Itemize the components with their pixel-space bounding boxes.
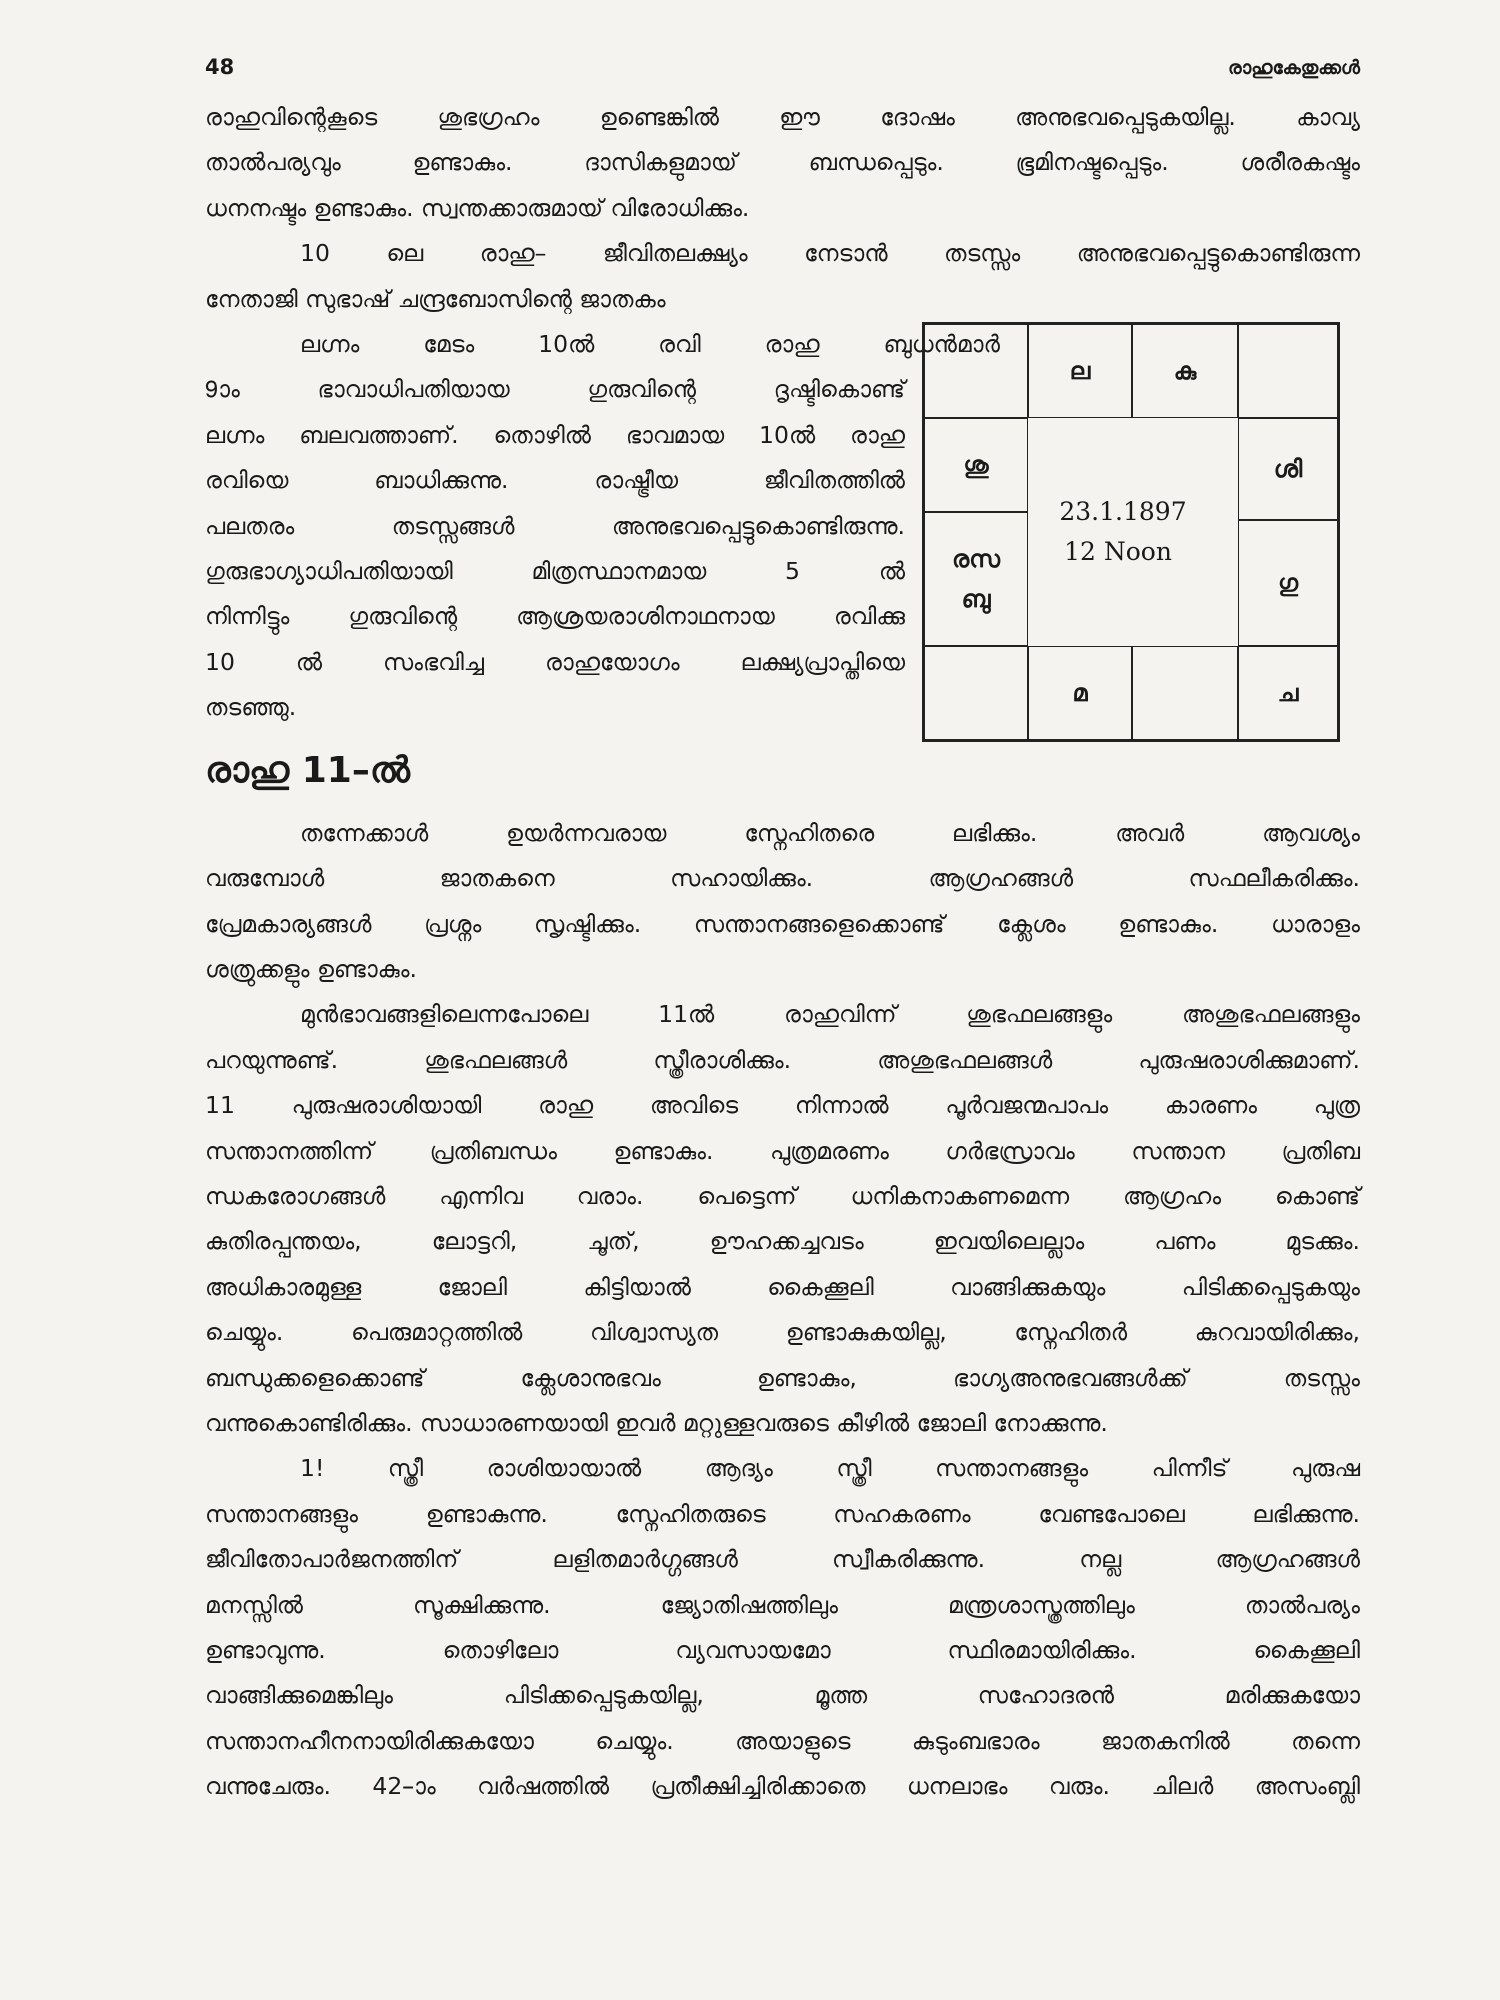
text-line: 10 ൽ സംഭവിച്ച രാഹുയോഗം ലക്ഷ്യപ്രാപ്തിയെ xyxy=(205,647,905,676)
book-page xyxy=(205,55,1360,1810)
birth-time: 12 Noon xyxy=(1064,537,1172,567)
text-line: താൽപര്യവും ഉണ്ടാകും. ദാസികളുമായ് ബന്ധപ്പെടും. ഭൂമിനഷ്ടപ്പെടും. ശരീരകഷ്ടം xyxy=(205,148,1360,177)
text-line: രാഹുവിന്റെകൂടെ ശുഭഗ്രഹം ഉണ്ടെങ്കിൽ ഈ ദോഷം അനുഭവപ്പെടുകയില്ല. കാവ്യ xyxy=(205,103,1360,131)
text-line: രവിയെ ബാധിക്കുന്നു. രാഷ്ട്രീയ ജീവിതത്തിൽ xyxy=(205,466,905,495)
house-cell xyxy=(924,324,1028,418)
planet-label: രസ xyxy=(952,545,1000,574)
text-line: മുൻഭാവങ്ങളിലെന്നപോലെ 11ൽ രാഹുവിന്ന് ശുഭഫലങ്ങളും അശുഭഫലങ്ങളും xyxy=(300,1000,1360,1029)
text-line: വരുമ്പോൾ ജാതകനെ സഹായിക്കും. ആഗ്രഹങ്ങൾ സഫലീകരിക്കും. xyxy=(205,864,1360,893)
text-line: ലഗ്നം മേടം 10ൽ രവി രാഹു ബുധൻമാർ xyxy=(300,330,1000,359)
house-cell: ഗു xyxy=(1238,520,1338,646)
house-cell xyxy=(1132,646,1238,740)
text-line: അധികാരമുള്ള ജോലി കിട്ടിയാൽ കൈക്കൂലി വാങ്ങിക്കുകയും പിടിക്കപ്പെടുകയും xyxy=(205,1272,1360,1301)
house-cell xyxy=(924,512,1028,646)
text-line: മനസ്സിൽ സൂക്ഷിക്കുന്നു. ജ്യോതിഷത്തിലും മന്ത്രശാസ്ത്രത്തിലും താൽപര്യം xyxy=(205,1590,1360,1619)
birth-date: 23.1.1897 xyxy=(1059,497,1187,527)
text-line: പ്രേമകാര്യങ്ങൾ പ്രശ്നം സൃഷ്ടിക്കും. സന്താനങ്ങളെക്കൊണ്ട് ക്ലേശം ഉണ്ടാകും. ധാരാളം xyxy=(205,909,1360,938)
text-line: 1! സ്ത്രീ രാശിയായാൽ ആദ്യം സ്ത്രീ സന്താനങ്ങളും പിന്നീട് പുരുഷ xyxy=(300,1454,1360,1483)
text-line: പറയുന്നുണ്ട്. ശുഭഫലങ്ങൾ സ്ത്രീരാശിക്കും. അശുഭഫലങ്ങൾ പുരുഷരാശിക്കുമാണ്. xyxy=(205,1045,1360,1074)
text-line: 11 പുരുഷരാശിയായി രാഹു അവിടെ നിന്നാൽ പൂർവജന്മപാപം കാരണം പുത്ര xyxy=(205,1091,1360,1120)
house-cell: മ xyxy=(1028,646,1132,740)
house-cell xyxy=(924,646,1028,740)
page-header xyxy=(205,55,1360,95)
house-cell: ശു xyxy=(924,418,1028,512)
section-heading: രാഹു 11–ൽ xyxy=(205,749,410,791)
text-line: ജീവിതോപാർജനത്തിന് ലളിതമാർഗ്ഗങ്ങൾ സ്വീകരിക്കുന്നു. നല്ല ആഗ്രഹങ്ങൾ xyxy=(205,1545,1360,1574)
text-line: വന്നുകൊണ്ടിരിക്കും. സാധാരണയായി ഇവർ മറ്റുള്ളവരുടെ കീഴിൽ ജോലി നോക്കുന്നു. xyxy=(205,1408,1108,1437)
text-line: ന്ധകരോഗങ്ങൾ എന്നിവ വരാം. പെട്ടെന്ന് ധനികനാകണമെന്ന ആഗ്രഹം കൊണ്ട് xyxy=(205,1181,1360,1210)
text-line: കുതിരപ്പന്തയം, ലോട്ടറി, ചൂത്, ഊഹക്കച്ചവടം ഇവയിലെല്ലാം പണം മുടക്കും. xyxy=(205,1227,1360,1256)
text-line: ഗുരുഭാഗ്യാധിപതിയായി മിത്രസ്ഥാനമായ 5 ൽ xyxy=(205,557,905,586)
text-line: വന്നുചേരും. 42–ാം വർഷത്തിൽ പ്രതീക്ഷിച്ചിരിക്കാതെ ധനലാഭം വരും. ചിലർ അസംബ്ലി xyxy=(205,1772,1360,1801)
planet-label: ബു xyxy=(961,585,991,614)
house-cell xyxy=(1238,324,1338,418)
text-line: വാങ്ങിക്കുമെങ്കിലും പിടിക്കപ്പെടുകയില്ല, മൂത്ത സഹോദരൻ മരിക്കുകയോ xyxy=(205,1681,1360,1710)
house-cell: ശി xyxy=(1238,418,1338,520)
text-line: ശത്രുക്കളും ഉണ്ടാകും. xyxy=(205,954,417,983)
text-line: 9ാം ഭാവാധിപതിയായ ഗുരുവിന്റെ ദൃഷ്ടികൊണ്ട് xyxy=(205,375,905,404)
text-line: ഉണ്ടാവുന്നു. തൊഴിലോ വ്യവസായമോ സ്ഥിരമായിരിക്കും. കൈക്കൂലി xyxy=(205,1636,1360,1664)
running-title: രാഹുകേതുക്കൾ xyxy=(1228,57,1360,79)
house-cell: കു xyxy=(1132,324,1238,418)
text-line: പലതരം തടസ്സങ്ങൾ അനുഭവപ്പെട്ടുകൊണ്ടിരുന്നു. xyxy=(205,511,905,540)
text-line: ധനനഷ്ടം ഉണ്ടാകും. സ്വന്തക്കാരുമായ് വിരോധിക്കും. xyxy=(205,193,750,222)
text-line: തന്നേക്കാൾ ഉയർന്നവരായ സ്നേഹിതരെ ലഭിക്കും. അവർ ആവശ്യം xyxy=(300,818,1360,847)
text-line: നിന്നിട്ടും ഗുരുവിന്റെ ആശ്രയരാശിനാഥനായ രവിക്കു xyxy=(205,602,905,631)
text-line: തടഞ്ഞു. xyxy=(205,693,297,722)
house-cell: ച xyxy=(1238,646,1338,740)
text-line: ലഗ്നം ബലവത്താണ്. തൊഴിൽ ഭാവമായ 10ൽ രാഹു xyxy=(205,420,905,449)
text-line: നേതാജി സുഭാഷ് ചന്ദ്രബോസിന്റെ ജാതകം xyxy=(205,284,666,313)
text-line: ബന്ധുക്കളെക്കൊണ്ട് ക്ലേശാനുഭവം ഉണ്ടാകും, ഭാഗ്യഅനുഭവങ്ങൾക്ക് തടസ്സം xyxy=(205,1363,1360,1392)
chart-section xyxy=(205,322,1360,731)
horoscope-chart xyxy=(922,322,1340,742)
text-line: സന്താനങ്ങളും ഉണ്ടാകുന്നു. സ്നേഹിതരുടെ സഹകരണം വേണ്ടപോലെ ലഭിക്കുന്നു. xyxy=(205,1499,1360,1528)
text-line: സന്താനഹീനനായിരിക്കുകയോ ചെയ്യും. അയാളുടെ കുടുംബഭാരം ജാതകനിൽ തന്നെ xyxy=(205,1726,1360,1755)
text-line: 10 ലെ രാഹു– ജീവിതലക്ഷ്യം നേടാൻ തടസ്സം അനുഭവപ്പെട്ടുകൊണ്ടിരുന്ന xyxy=(300,239,1360,268)
text-line: ചെയ്യും. പെരുമാറ്റത്തിൽ വിശ്വാസ്യത ഉണ്ടാകുകയില്ല, സ്നേഹിതർ കുറവായിരിക്കും, xyxy=(205,1318,1360,1347)
chart-center xyxy=(1028,418,1238,646)
page-number: 48 xyxy=(205,55,235,79)
house-cell: ല xyxy=(1028,324,1132,418)
text-line: സന്താനത്തിന്ന് പ്രതിബന്ധം ഉണ്ടാകും. പുത്രമരണം ഗർഭസ്രാവം സന്താന പ്രതിബ xyxy=(205,1136,1360,1165)
